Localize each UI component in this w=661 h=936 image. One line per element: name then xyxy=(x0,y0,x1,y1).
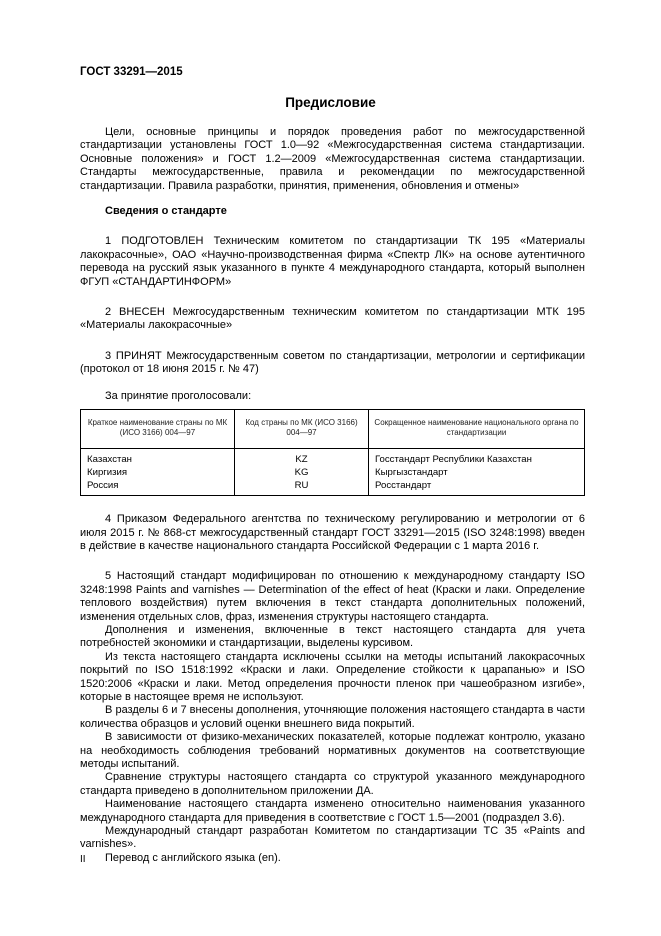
item-5-additions-paragraph: Дополнения и изменения, включенные в текст настоящего стандарта для учета потребностей экономики и стандартизации, выделены курсивом. xyxy=(80,623,585,650)
item-5-comparison-paragraph: Сравнение структуры настоящего стандарта со структурой указанного международного стандарта приведено в дополнительном приложении ДА. xyxy=(80,771,585,797)
cell-body: Росстандарт xyxy=(369,479,585,496)
intro-paragraph: Цели, основные принципы и порядок проведения работ по межгосударственной стандартизации установлены ГОСТ 1.0—92 «Межгосударственная система стандартизации. Основные положения» и ГОСТ 1.2—2009 «Межгосударственная система стандартизации. Стандарты межгосударственные, правила и рекомендации по межгосударственной стандартизации. Правила разработки, принятия, применения, обновления и отмены» xyxy=(80,126,585,192)
table-row xyxy=(81,449,585,467)
item-5-translation-paragraph: Перевод с английского языка (en). xyxy=(105,851,281,864)
foreword-body xyxy=(80,126,585,865)
standard-info-heading: Сведения о стандарте xyxy=(105,205,227,218)
agreed-label: За принятие проголосовали: xyxy=(105,389,252,402)
page-title: Предисловие xyxy=(285,95,376,110)
cell-code: KG xyxy=(235,466,369,479)
col-header-country-code: Код страны по МК (ИСО 3166) 004—97 xyxy=(235,410,369,449)
col-header-national-body: Сокращенное наименование национального органа по стандартизации xyxy=(369,410,585,449)
document-code-header: ГОСТ 33291—2015 xyxy=(80,66,183,78)
item-1-paragraph: 1 ПОДГОТОВЛЕН Техническим комитетом по стандартизации ТК 195 «Материалы лакокрасочные», ОАО «Научно-производственная фирма «Спектр ЛК» на основе аутентичного перевода на русский язык указанного в пункте 4 международного стандарта, который выполнен ФГУП «СТАНДАРТИНФОРМ» xyxy=(80,235,585,288)
table-row xyxy=(81,479,585,496)
item-5-requirements-paragraph: В зависимости от физико-механических показателей, которые подлежат контролю, указано на необходимость соблюдения требований нормативных документов на соответствующие методы испытаний. xyxy=(80,731,585,770)
item-5-paragraph: 5 Настоящий стандарт модифицирован по отношению к международному стандарту ISO 3248:1998 Paints and varnishes — Determination of the effect of heat (Краски и лаки. Определение теплового воздействия) путем включения в текст стандарта дополнительных положений, изменения отдельных слов, фраз, изменения структуры настоящего стандарта. xyxy=(80,570,585,623)
cell-body: Госстандарт Республики Казахстан xyxy=(369,449,585,467)
item-2-paragraph: 2 ВНЕСЕН Межгосударственным техническим комитетом по стандартизации МТК 195 «Материалы лакокрасочные» xyxy=(80,306,585,332)
item-5-sections-paragraph: В разделы 6 и 7 внесены дополнения, уточняющие положения настоящего стандарта в части количества образцов и условий оценки внешнего вида покрытий. xyxy=(80,704,585,730)
item-5-exclusions-paragraph: Из текста настоящего стандарта исключены ссылки на методы испытаний лакокрасочных покрытий по ISO 1518:1992 «Краски и лаки. Определение стойкости к царапанью» и ISO 1520:2006 «Краски и лаки. Метод определения прочности пленок при чашеобразном изгибе», которые в настоящее время не используют. xyxy=(80,650,585,703)
cell-code: KZ xyxy=(235,449,369,467)
item-4-paragraph: 4 Приказом Федерального агентства по техническому регулированию и метрологии от 6 июля 2015 г. № 868-ст межгосударственный стандарт ГОСТ 33291—2015 (ISO 3248:1998) введен в действие в качестве национального стандарта Российской Федерации с 1 марта 2016 г. xyxy=(80,513,585,552)
cell-country: Россия xyxy=(81,479,235,496)
voting-table xyxy=(80,409,585,496)
item-5-committee-paragraph: Международный стандарт разработан Комитетом по стандартизации ТС 35 «Paints and varnishes». xyxy=(80,825,585,851)
cell-country: Киргизия xyxy=(81,466,235,479)
cell-body: Кыргызстандарт xyxy=(369,466,585,479)
col-header-country-name: Краткое наименование страны по МК (ИСО 3166) 004—97 xyxy=(81,410,235,449)
item-3-paragraph: 3 ПРИНЯТ Межгосударственным советом по стандартизации, метрологии и сертификации (протокол от 18 июня 2015 г. № 47) xyxy=(80,349,585,376)
table-row xyxy=(81,466,585,479)
item-5-name-change-paragraph: Наименование настоящего стандарта изменено относительно наименования указанного международного стандарта для приведения в соответствие с ГОСТ 1.5—2001 (подраздел 3.6). xyxy=(80,798,585,824)
page-number: II xyxy=(80,854,86,865)
cell-country: Казахстан xyxy=(81,449,235,467)
cell-code: RU xyxy=(235,479,369,496)
table-header-row xyxy=(81,410,585,449)
